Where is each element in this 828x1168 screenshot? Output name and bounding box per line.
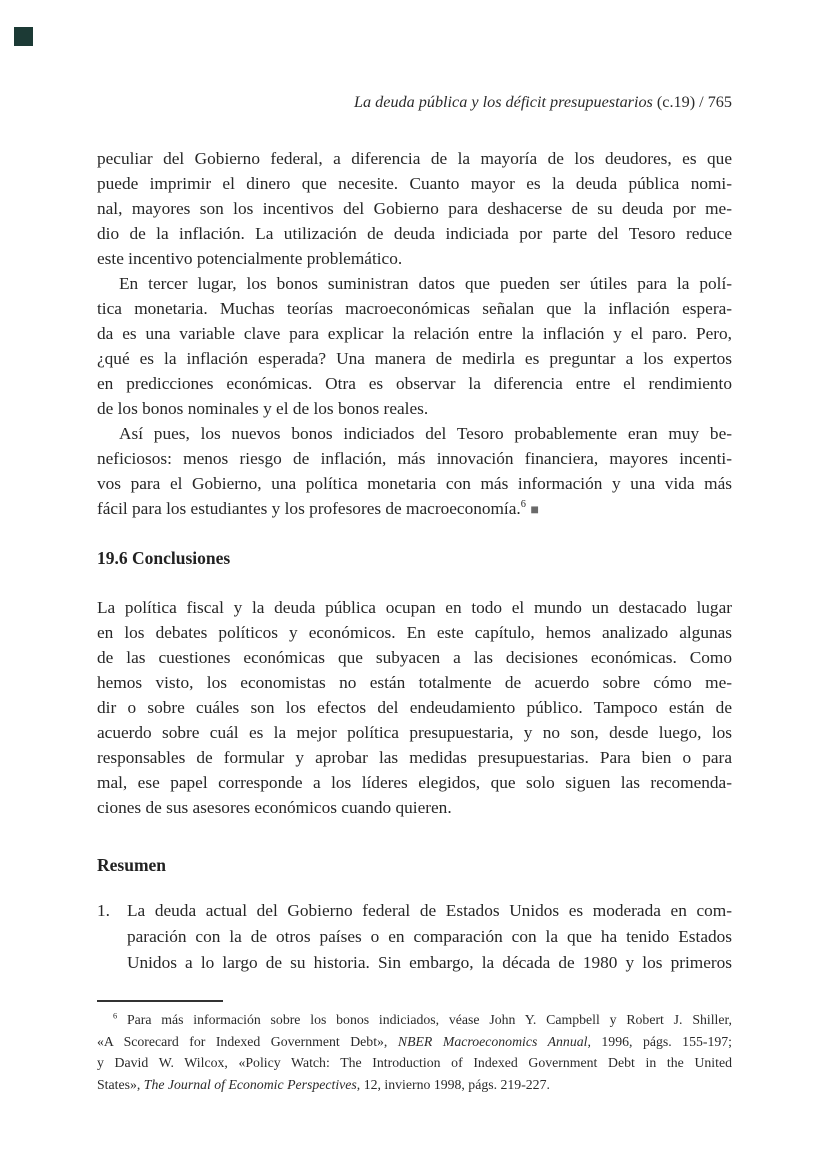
text-line: La deuda actual del Gobierno federal de Estados Unidos es moderada en com- [127,901,732,920]
resumen-list-item-1 [97,898,732,976]
text-line: vos para el Gobierno, una política monetaria con más información y una vida más [97,474,732,493]
text-segment: , 12, invierno 1998, págs. 219-227. [356,1076,550,1092]
footnote-6 [97,1009,732,1095]
text-line: neficiosos: menos riesgo de inflación, más innovación financiera, mayores incenti- [97,449,732,468]
text-line: dir o sobre cuáles son los efectos del endeudamiento público. Tampoco están de [97,698,732,717]
list-item-number: 1. [97,901,110,920]
paragraph-indexed-bonds [97,421,732,523]
paragraph-bonds-data [97,271,732,421]
text-line: hemos visto, los economistas no están totalmente de acuerdo sobre cómo me- [97,673,732,692]
text-line: tica monetaria. Muchas teorías macroeconómicas señalan que la inflación espera- [97,299,732,318]
body-text-block [97,146,732,523]
paragraph-continuation [97,146,732,271]
footnote-reference: 6 [113,1011,118,1021]
text-line: da es una variable clave para explicar la relación entre la inflación y el paro. Pero, [97,324,732,343]
text-line: paración con la de otros países o en comparación con la que ha tenido Estados [127,927,732,946]
text-line: La política fiscal y la deuda pública ocupan en todo el mundo un destacado lugar [97,598,732,617]
text-line: Así pues, los nuevos bonos indiciados del Tesoro probablemente eran muy be- [119,424,732,443]
text-segment: La deuda pública y los déficit presupuestarios [354,93,653,111]
list-item-text [127,898,732,976]
text-line: de los bonos nominales y el de los bonos reales. [97,399,429,418]
text-line: este incentivo potencialmente problemático. [97,249,403,268]
text-segment: NBER Macroeconomics Annual [397,1033,588,1049]
text-segment: , 1996, págs. 155-197; [587,1033,732,1049]
section-heading-conclusiones: 19.6 Conclusiones [97,548,231,568]
text-line [97,496,732,523]
running-header [97,92,732,112]
text-line: ¿qué es la inflación esperada? Una manera de medirla es preguntar a los expertos [97,349,732,368]
text-line [97,1052,732,1074]
text-line: mal, ese papel corresponde a los líderes elegidos, que solo siguen las recomenda- [97,773,732,792]
text-line: en predicciones económicas. Otra es observar la diferencia entre el rendimiento [97,374,732,393]
text-line [97,1009,732,1031]
text-segment: States», [97,1076,144,1092]
text-line: puede imprimir el dinero que necesite. Cuanto mayor es la deuda pública nomi- [97,174,732,193]
text-line: acuerdo sobre cuál es la mejor política presupuestaria, y no son, desde luego, los [97,723,732,742]
paragraph-conclusiones [97,595,732,820]
scan-corner-mark [14,27,33,46]
text-line: responsables de formular y aprobar las medidas presupuestarias. Para bien o para [97,748,732,767]
text-line: peculiar del Gobierno federal, a diferencia de la mayoría de los deudores, es que [97,149,732,168]
text-line: dio de la inflación. La utilización de deuda indiciada por parte del Tesoro reduce [97,224,732,243]
end-of-section-square-icon: ■ [530,502,539,518]
text-line: ciones de sus asesores económicos cuando quieren. [97,798,452,817]
text-line: Unidos a lo largo de su historia. Sin embargo, la década de 1980 y los primeros [127,953,732,972]
footnote-rule [97,1000,223,1002]
text-segment: (c.19) / 765 [652,93,732,111]
section-heading-resumen: Resumen [97,855,167,875]
text-line [97,1031,732,1053]
text-segment: y David W. Wilcox, «Policy Watch: The Introduction of Indexed Government Debt in the United [97,1055,732,1070]
text-line: En tercer lugar, los bonos suministran datos que pueden ser útiles para la polí- [119,274,732,293]
text-line: en los debates políticos y económicos. En este capítulo, hemos analizado algunas [97,623,732,642]
text-segment: «A Scorecard for Indexed Government Debt», [97,1033,398,1049]
text-segment: The Journal of Economic Perspectives [143,1076,357,1092]
footnote-reference: 6 [520,499,526,511]
text-line: nal, mayores son los incentivos del Gobierno para deshacerse de su deuda por me- [97,199,732,218]
text-segment: Para más información sobre los bonos indiciados, véase John Y. Campbell y Robert J. Shiller, [117,1012,732,1027]
text-line [97,1074,732,1096]
text-line: de las cuestiones económicas que subyacen a las decisiones económicas. Como [97,648,732,667]
text-segment: fácil para los estudiantes y los profesores de macroeconomía. [97,499,521,518]
page-content [97,0,732,1095]
